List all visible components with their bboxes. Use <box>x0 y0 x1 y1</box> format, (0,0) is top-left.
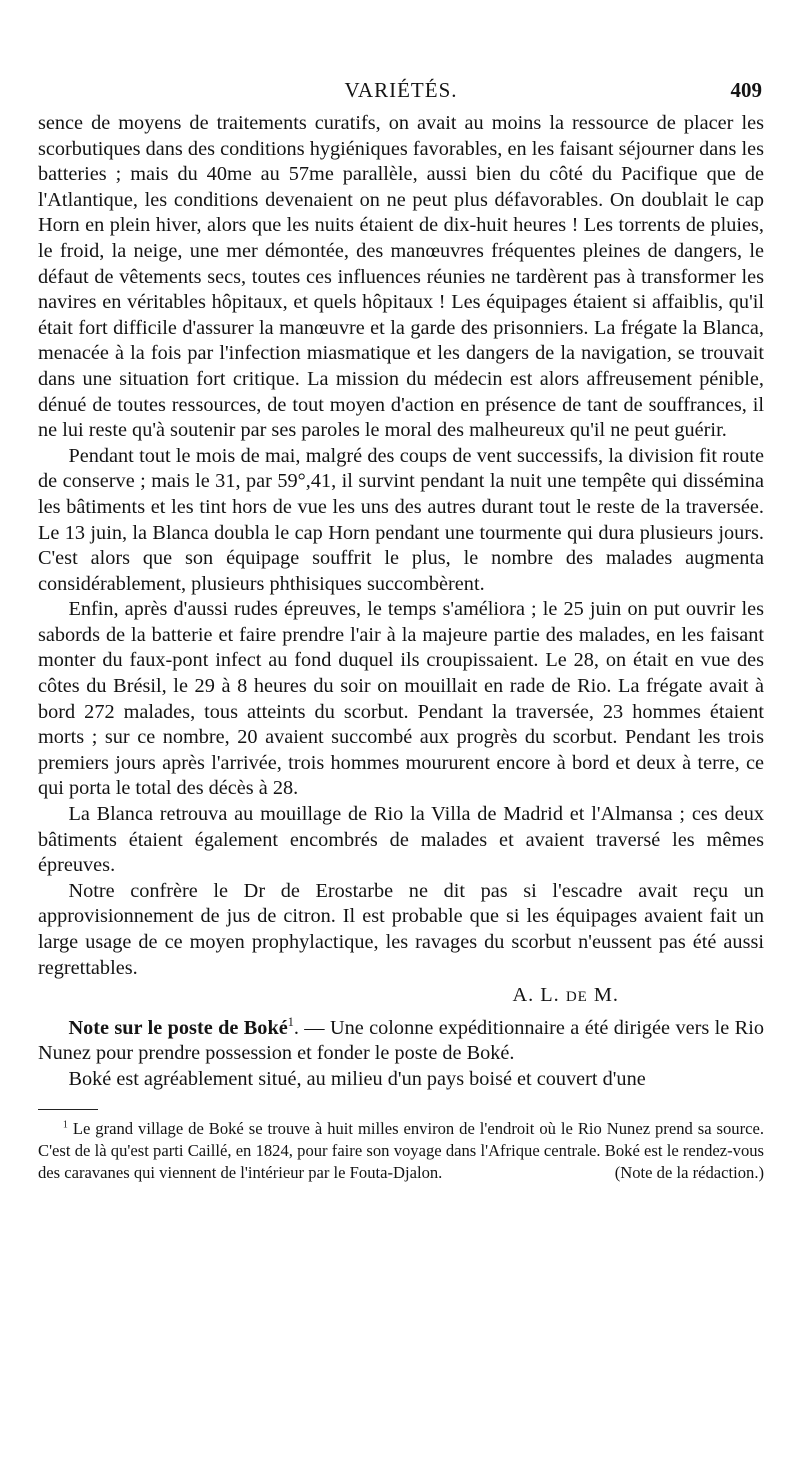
note-heading: Note sur le poste de Boké <box>68 1016 288 1039</box>
body-text <box>38 111 764 1184</box>
footnote <box>38 1118 764 1184</box>
paragraph: La Blanca retrouva au mouillage de Rio la Villa de Madrid et l'Almansa ; ces deux bâtiments étaient également encombrés de malades et avaient traversé les mêmes épreuves. <box>38 803 764 877</box>
signature-last: M. <box>593 984 619 1007</box>
paragraph: Enfin, après d'aussi rudes épreuves, le temps s'améliora ; le 25 juin on put ouvrir les sabords de la batterie et faire prendre l'air à la majeure partie des malades, en les faisant monter du faux-pont infect au fond duquel ils croupissaient. Le 28, on était en vue des côtes du Brésil, le 29 à 8 heures du soir on mouillait en rade de Rio. La frégate avait à bord 272 malades, tous atteints du scorbut. Pendant la traversée, 23 hommes étaient morts ; sur ce nombre, 20 avaient succombé aux progrès du scorbut. Pendant les trois premiers jours après l'arrivée, trois hommes moururent encore à bord et deux à terre, ce qui porta le total des décès à 28. <box>38 598 764 800</box>
paragraph: Boké est agréablement situé, au milieu d'un pays boisé et couvert d'une <box>68 1067 646 1090</box>
footnote-marker: 1 <box>62 1119 68 1131</box>
page-number: 409 <box>730 78 762 102</box>
footnote-ref[interactable]: 1 <box>287 1015 294 1030</box>
signature-initials: A. L. <box>512 984 560 1007</box>
footnote-text: Le grand village de Boké se trouve à huit milles environ de l'endroit où le Rio Nunez prend sa source. C'est de là qu'est parti Caillé, en 1824, pour faire son voyage dans l'Afrique centrale. Boké est le rendez-vous des caravanes qui viennent de l'intérieur par le Fouta-Djalon. <box>38 1118 764 1182</box>
signature-particle: DE <box>565 989 588 1006</box>
note-text: . — Une colonne expéditionnaire a été dirigée vers le Rio Nunez pour prendre possession et fonder le poste de Boké. <box>38 1016 764 1065</box>
footnote-signature: (Note de la rédaction.) <box>614 1162 764 1182</box>
author-signature <box>38 983 764 1011</box>
running-header <box>40 78 762 108</box>
running-title: VARIÉTÉS. <box>344 78 458 102</box>
footnote-rule <box>38 1109 98 1110</box>
paragraph: Notre confrère le Dr de Erostarbe ne dit pas si l'escadre avait reçu un approvisionnement de jus de citron. Il est probable que si les équipages avaient fait un large usage de ce moyen prophylactique, les ravages du scorbut n'eussent pas été aussi regrettables. <box>38 879 764 979</box>
paragraph: sence de moyens de traitements curatifs, on avait au moins la ressource de placer les scorbutiques dans des conditions hygiéniques favorables, en les faisant séjourner dans les batteries ; mais du 40me au 57me parallèle, aussi bien du côté du Pacifique que de l'Atlantique, les conditions devenaient on ne peut plus défavorables. On doublait le cap Horn en plein hiver, alors que les nuits étaient de dix-huit heures ! Les torrents de pluies, le froid, la neige, une mer démontée, des manœuvres fréquentes pleines de dangers, le défaut de vêtements secs, toutes ces influences réunies ne tardèrent pas à transformer les navires en véritables hôpitaux, et quels hôpitaux ! Les équipages étaient si affaiblis, qu'il était fort difficile d'assurer la manœuvre et la garde des prisonniers. La frégate la Blanca, menacée à la fois par l'infection miasmatique et les dangers de la navigation, se trouvait dans une situation fort critique. La mission du médecin est alors affreusement pénible, dénué de toutes ressources, de tout moyen d'action en présence de tant de souffrances, il ne lui reste qu'à soutenir par ses paroles le moral des malheureux qu'il ne peut guérir. <box>38 112 764 442</box>
note-paragraph <box>38 1016 764 1067</box>
paragraph: Pendant tout le mois de mai, malgré des coups de vent successifs, la division fit route de conserve ; mais le 31, par 59°,41, il survint pendant la nuit une tempête qui dissémina les bâtiments et les tint hors de vue les uns des autres durant tout le reste de la traversée. Le 13 juin, la Blanca doubla le cap Horn pendant une tourmente qui dura plusieurs jours. C'est alors que son équipage souffrit le plus, le nombre des malades augmenta considérablement, plusieurs phthisiques succombèrent. <box>38 444 764 595</box>
